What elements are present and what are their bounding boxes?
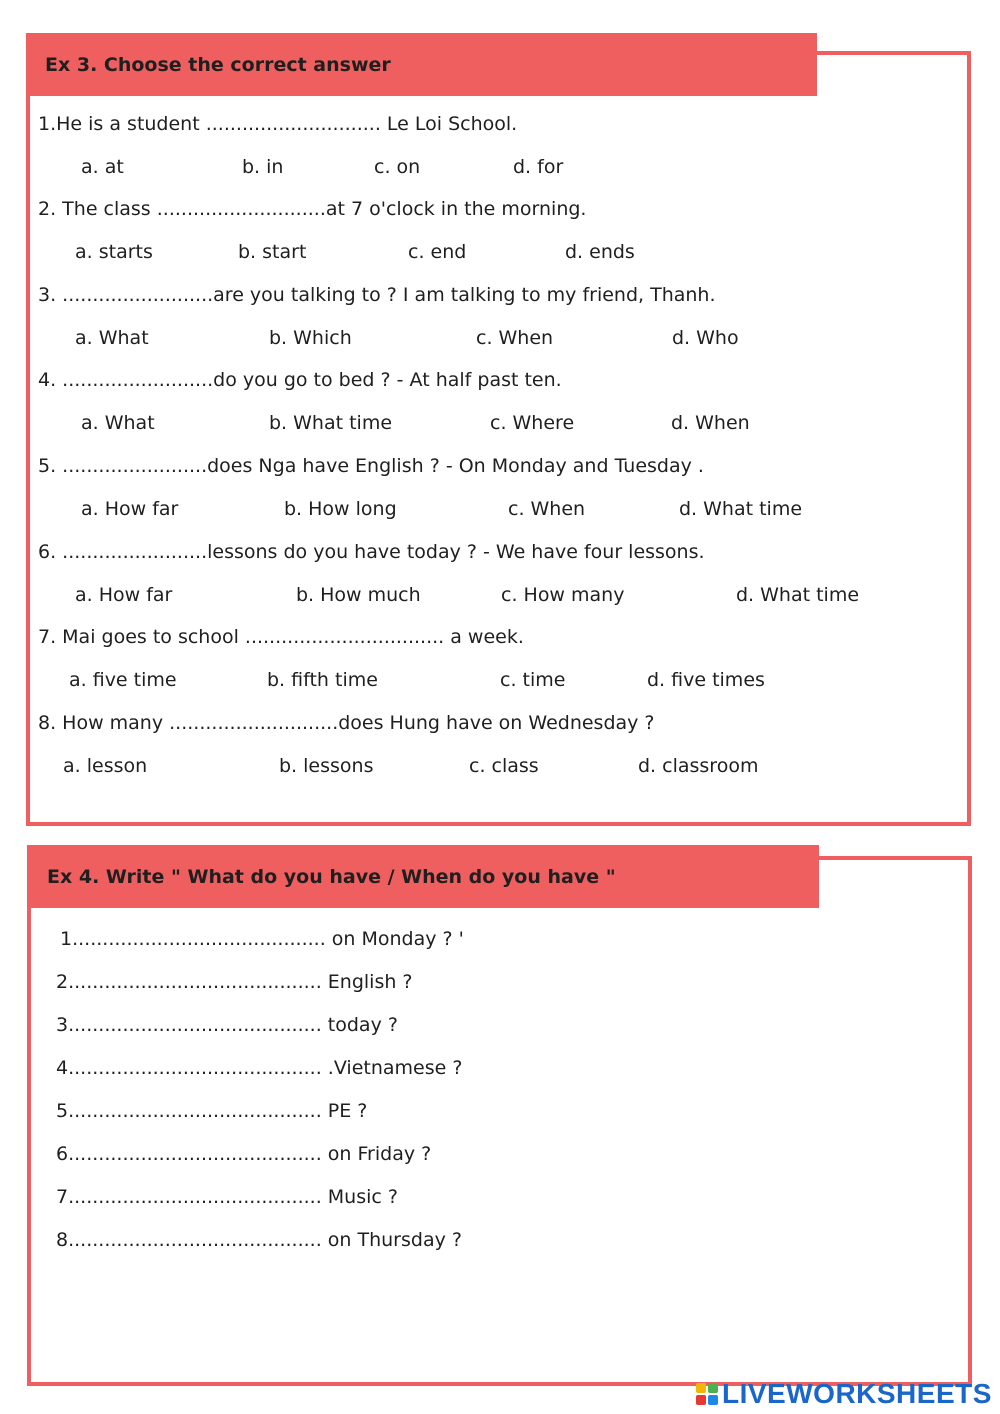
liveworksheets-logo	[696, 1377, 992, 1411]
q7-option-b[interactable]: b. fifth time	[267, 669, 378, 691]
question-5: 5. ........................does Nga have English ? - On Monday and Tuesday .	[38, 455, 704, 477]
q1-option-c[interactable]: c. on	[374, 156, 421, 178]
question-7: 7. Mai goes to school ................................. a week.	[38, 626, 524, 648]
q3-option-c[interactable]: c. When	[476, 327, 554, 349]
q3-option-a[interactable]: a. What	[75, 327, 149, 349]
logo-square-2	[708, 1383, 718, 1393]
question-8: 8. How many ............................does Hung have on Wednesday ?	[38, 712, 655, 734]
ex4-item-8[interactable]: 8.......................................... on Thursday ?	[56, 1229, 462, 1251]
q7-option-a[interactable]: a. five time	[69, 669, 177, 691]
ex4-item-3[interactable]: 3.......................................... today ?	[56, 1014, 398, 1036]
q6-option-a[interactable]: a. How far	[75, 584, 173, 606]
ex4-header	[27, 845, 819, 908]
logo-mark-icon	[696, 1383, 718, 1405]
q1-option-d[interactable]: d. for	[513, 156, 564, 178]
ex3-header	[26, 33, 817, 96]
q1-option-b[interactable]: b. in	[242, 156, 284, 178]
q7-option-d[interactable]: d. five times	[647, 669, 765, 691]
question-2: 2. The class ............................at 7 o'clock in the morning.	[38, 198, 587, 220]
logo-square-1	[696, 1383, 706, 1393]
q5-option-a[interactable]: a. How far	[81, 498, 179, 520]
q6-option-c[interactable]: c. How many	[501, 584, 625, 606]
ex4-item-1[interactable]: 1.......................................... on Monday ? '	[60, 928, 464, 950]
logo-square-3	[696, 1395, 706, 1405]
q8-option-d[interactable]: d. classroom	[638, 755, 759, 777]
q5-option-d[interactable]: d. What time	[679, 498, 803, 520]
ex4-item-2[interactable]: 2.......................................... English ?	[56, 971, 413, 993]
q7-option-c[interactable]: c. time	[500, 669, 566, 691]
q6-option-b[interactable]: b. How much	[296, 584, 421, 606]
q4-option-c[interactable]: c. Where	[490, 412, 575, 434]
ex4-item-4[interactable]: 4.......................................... .Vietnamese ?	[56, 1057, 463, 1079]
ex3-panel	[26, 51, 971, 826]
question-1: 1.He is a student ............................. Le Loi School.	[38, 113, 518, 135]
q8-option-c[interactable]: c. class	[469, 755, 539, 777]
q2-option-c[interactable]: c. end	[408, 241, 467, 263]
q3-option-d[interactable]: d. Who	[672, 327, 739, 349]
question-4: 4. .........................do you go to bed ? - At half past ten.	[38, 369, 562, 391]
q5-option-b[interactable]: b. How long	[284, 498, 397, 520]
q4-option-b[interactable]: b. What time	[269, 412, 393, 434]
ex4-item-5[interactable]: 5.......................................... PE ?	[56, 1100, 368, 1122]
q8-option-b[interactable]: b. lessons	[279, 755, 374, 777]
logo-square-4	[708, 1395, 718, 1405]
q2-option-d[interactable]: d. ends	[565, 241, 635, 263]
q2-option-b[interactable]: b. start	[238, 241, 307, 263]
q5-option-c[interactable]: c. When	[508, 498, 586, 520]
q4-option-d[interactable]: d. When	[671, 412, 750, 434]
q3-option-b[interactable]: b. Which	[269, 327, 352, 349]
q8-option-a[interactable]: a. lesson	[63, 755, 148, 777]
q6-option-d[interactable]: d. What time	[736, 584, 860, 606]
ex4-title: Ex 4. Write " What do you have / When do you have "	[47, 865, 616, 888]
q4-option-a[interactable]: a. What	[81, 412, 155, 434]
q1-option-a[interactable]: a. at	[81, 156, 124, 178]
question-3: 3. .........................are you talking to ? I am talking to my friend, Thanh.	[38, 284, 716, 306]
ex4-item-6[interactable]: 6.......................................... on Friday ?	[56, 1143, 432, 1165]
brand-name: LIVEWORKSHEETS	[722, 1378, 992, 1409]
question-6: 6. ........................lessons do you have today ? - We have four lessons.	[38, 541, 705, 563]
ex3-title: Ex 3. Choose the correct answer	[45, 53, 391, 76]
ex4-item-7[interactable]: 7.......................................... Music ?	[56, 1186, 398, 1208]
q2-option-a[interactable]: a. starts	[75, 241, 153, 263]
